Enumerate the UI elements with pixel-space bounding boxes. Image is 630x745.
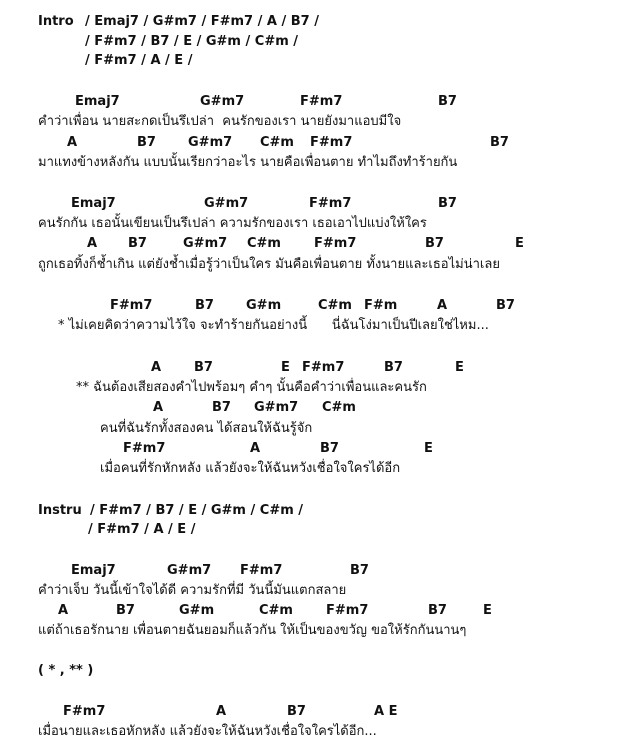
intro-label: Intro: [38, 14, 74, 29]
chord: B7: [496, 298, 515, 313]
chord: G#m7: [200, 94, 245, 109]
repeat-note: ( * , ** ): [38, 663, 94, 678]
chord: F#m: [364, 298, 398, 313]
chord: G#m7: [254, 400, 299, 415]
chord: B7: [137, 135, 156, 150]
chord: B7: [490, 135, 509, 150]
chord: A: [216, 704, 227, 719]
chord: F#m7: [310, 135, 353, 150]
verse2-lyric-2: ถูกเธอทิ้งก็ช้ำเกิน แต่ยังช้ำเมื่อรู้ว่าเป็นใคร มันคือเพื่อนตาย ทั้งนายและเธอไม่น่าเลย: [38, 257, 500, 272]
chord: F#m7: [309, 196, 352, 211]
chord: B7: [438, 196, 457, 211]
chord: A: [151, 360, 162, 375]
chord: F#m7: [240, 563, 283, 578]
chord: G#m: [246, 298, 282, 313]
chord: G#m7: [204, 196, 249, 211]
chord: E: [515, 236, 524, 251]
chord: Emaj7: [71, 196, 116, 211]
chord: A: [67, 135, 78, 150]
chord: F#m7: [326, 603, 369, 618]
chord: G#m: [179, 603, 215, 618]
chord: F#m7: [314, 236, 357, 251]
chord: E: [281, 360, 290, 375]
intro-chords-line-2: / F#m7 / B7 / E / G#m / C#m /: [85, 34, 299, 49]
chord: C#m: [322, 400, 356, 415]
outro-lyric: เมื่อนายและเธอหักหลัง แล้วยังจะให้ฉันหวังเชื่อใจใครได้อีก...: [38, 724, 377, 739]
chord: Emaj7: [71, 563, 116, 578]
verse2-lyric-1: คนรักกัน เธอนั้นเขียนเป็นรึเปล่า ความรักของเรา เธอเอาไปแบ่งให้ใคร: [38, 216, 427, 231]
instru-chords-line-2: / F#m7 / A / E /: [88, 522, 196, 537]
chord: F#m7: [302, 360, 345, 375]
chord: F#m7: [110, 298, 153, 313]
chord: B7: [425, 236, 444, 251]
chord: B7: [212, 400, 231, 415]
chord: E: [424, 441, 433, 456]
chord: G#m7: [188, 135, 233, 150]
chord: A E: [374, 704, 398, 719]
chorus1-lyric: * ไม่เคยคิดว่าความไว้ใจ จะทำร้ายกันอย่างนี้ นี่ฉันโง่มาเป็นปีเลยใช่ไหม...: [58, 318, 489, 333]
chord: E: [455, 360, 464, 375]
intro-chords-line-1: / Emaj7 / G#m7 / F#m7 / A / B7 /: [85, 14, 319, 29]
chord: B7: [116, 603, 135, 618]
chord: B7: [194, 360, 213, 375]
chord: B7: [128, 236, 147, 251]
chorus2-lyric-2: คนที่ฉันรักทั้งสองคน ได้สอนให้ฉันรู้จัก: [100, 421, 313, 436]
chord: F#m7: [63, 704, 106, 719]
chord: B7: [320, 441, 339, 456]
chord: A: [437, 298, 448, 313]
chord: B7: [287, 704, 306, 719]
chord: B7: [438, 94, 457, 109]
chord: C#m: [318, 298, 352, 313]
verse1-lyric-2: มาแทงข้างหลังกัน แบบนั้นเรียกว่าอะไร นายคือเพื่อนตาย ทำไมถึงทำร้ายกัน: [38, 155, 458, 170]
chorus2-lyric-1: ** ฉันต้องเสียสองคำไปพร้อมๆ คำๆ นั้นคือคำว่าเพื่อนและคนรัก: [76, 380, 427, 395]
chord: A: [58, 603, 69, 618]
verse3-lyric-1: คำว่าเจ็บ วันนี้เข้าใจได้ดี ความรักที่มี วันนี้มันแตกสลาย: [38, 583, 347, 598]
chord: A: [87, 236, 98, 251]
chord: F#m7: [300, 94, 343, 109]
chord: A: [153, 400, 164, 415]
chorus2-lyric-3: เมื่อคนที่รักหักหลัง แล้วยังจะให้ฉันหวังเชื่อใจใครได้อีก: [100, 461, 401, 476]
verse1-lyric-1: คำว่าเพื่อน นายสะกดเป็นรึเปล่า คนรักของเรา นายยังมาแอบมีใจ: [38, 114, 402, 129]
chord: F#m7: [123, 441, 166, 456]
instru-label: Instru: [38, 503, 82, 518]
intro-chords-line-3: / F#m7 / A / E /: [85, 53, 193, 68]
chord: G#m7: [183, 236, 228, 251]
instru-chords-line-1: / F#m7 / B7 / E / G#m / C#m /: [90, 503, 304, 518]
chord: B7: [428, 603, 447, 618]
chord: B7: [195, 298, 214, 313]
chord: C#m: [260, 135, 294, 150]
chord: B7: [350, 563, 369, 578]
chord: G#m7: [167, 563, 212, 578]
chord: Emaj7: [75, 94, 120, 109]
chord: B7: [384, 360, 403, 375]
verse3-lyric-2: แต่ถ้าเธอรักนาย เพื่อนตายฉันยอมก็แล้วกัน ให้เป็นของขวัญ ขอให้รักกันนานๆ: [38, 623, 467, 638]
chord: C#m: [247, 236, 281, 251]
chord: A: [250, 441, 261, 456]
chord: C#m: [259, 603, 293, 618]
chord: E: [483, 603, 492, 618]
